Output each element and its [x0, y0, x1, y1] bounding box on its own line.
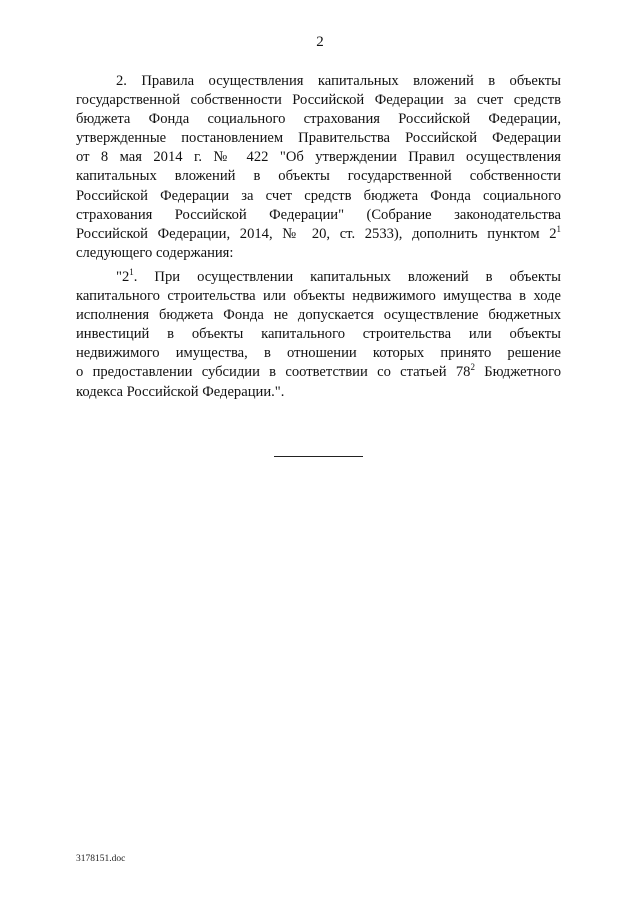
superscript: 2: [470, 362, 475, 373]
text-line: [76, 363, 561, 382]
text-line: 2. Правила осуществления капитальных вложений в объекты: [116, 73, 561, 89]
paragraph-new-point: [76, 268, 561, 402]
page-number: 2: [316, 34, 324, 50]
paragraph-item-2: [76, 72, 561, 263]
text-line-content: Бюджетного: [474, 364, 562, 381]
text-line: капитального строительства или объекты недвижимого имущества в ходе: [76, 288, 561, 305]
superscript: 1: [129, 267, 134, 277]
point-number: "2: [116, 269, 130, 285]
text-line: инвестиций в объекты капитального строительства или объекты: [76, 326, 561, 343]
text-line: недвижимого имущества, в отношении которых принято решение: [76, 345, 561, 362]
superscript: 1: [556, 223, 561, 234]
text-line-content: Российской Федерации, 2014, № 20, ст. 2533), дополнить пунктом 2: [76, 225, 557, 242]
text-line: от 8 мая 2014 г. № 422 "Об утверждении Правил осуществления: [76, 149, 561, 166]
document-code: 3178151.doc: [76, 854, 126, 864]
text-line: Российской Федерации за счет средств бюджета Фонда социального: [76, 187, 561, 204]
text-line: утвержденные постановлением Правительства Российской Федерации: [76, 130, 561, 147]
text-line: государственной собственности Российской Федерации за счет средств: [76, 92, 561, 109]
separator-line: [274, 456, 363, 457]
text-line: капитальных вложений в объекты государственной собственности: [76, 168, 561, 185]
text-line-content: о предоставлении субсидии в соответствии со статьей 78: [76, 364, 471, 381]
text-line-content: . При осуществлении капитальных вложений в объекты: [133, 269, 561, 285]
text-line: кодекса Российской Федерации.".: [76, 383, 285, 400]
text-line: страхования Российской Федерации" (Собрание законодательства: [76, 206, 561, 223]
text-line: бюджета Фонда социального страхования Российской Федерации,: [76, 111, 561, 128]
text-line: исполнения бюджета Фонда не допускается осуществление бюджетных: [76, 307, 561, 324]
text-line: [76, 225, 561, 244]
text-line: [76, 268, 561, 287]
text-line: следующего содержания:: [76, 244, 234, 261]
